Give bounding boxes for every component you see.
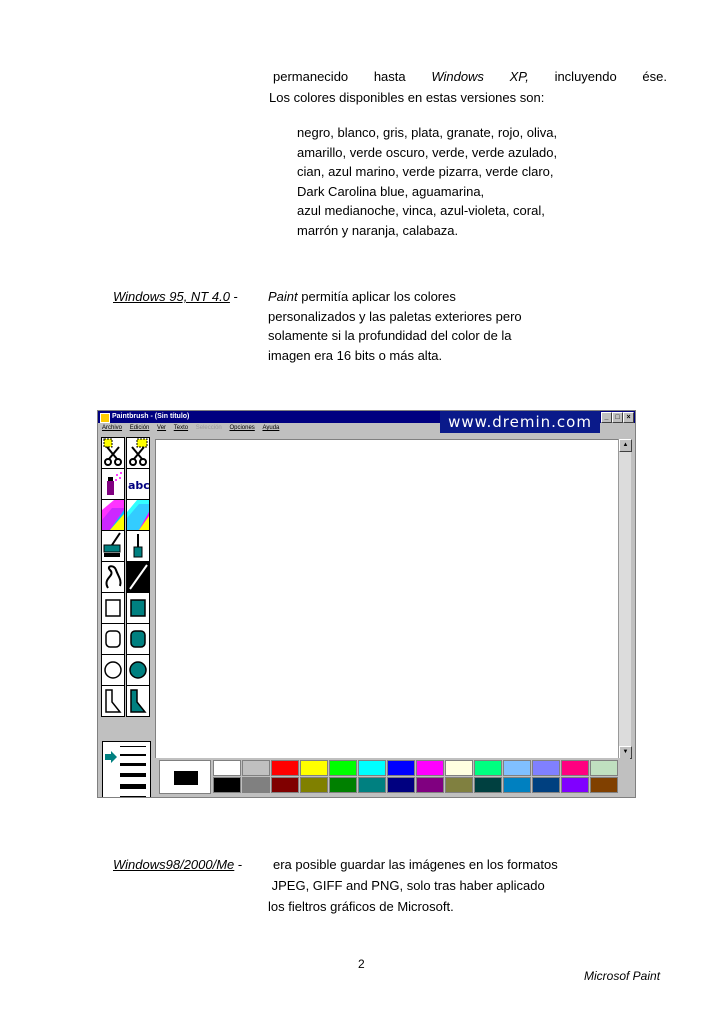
ellipse-icon[interactable]	[101, 654, 125, 686]
word: ése.	[642, 69, 667, 84]
color-swatch[interactable]	[213, 760, 241, 776]
app-icon	[100, 413, 110, 423]
brush-icon[interactable]	[126, 530, 150, 562]
minimize-button[interactable]: _	[601, 412, 612, 423]
color-swatch[interactable]	[445, 777, 473, 793]
word-xp: XP,	[509, 69, 529, 84]
section-line: JPEG, GIFF and PNG, solo tras haber aplicado	[268, 878, 545, 893]
line-width-6[interactable]	[120, 796, 146, 798]
line-width-2[interactable]	[120, 754, 146, 756]
color-swatch[interactable]	[474, 760, 502, 776]
section-body-win95	[268, 287, 522, 365]
section-label-win95	[113, 287, 238, 306]
color-swatch[interactable]	[387, 777, 415, 793]
line-icon[interactable]	[126, 561, 150, 593]
color-swatch[interactable]	[416, 777, 444, 793]
word: permanecido	[273, 69, 349, 84]
color-swatch[interactable]	[590, 777, 618, 793]
color-swatch[interactable]	[503, 777, 531, 793]
text-tool-icon[interactable]	[126, 468, 150, 500]
color-swatch[interactable]	[561, 777, 589, 793]
filled-ellipse-icon[interactable]	[126, 654, 150, 686]
section-line: Paint permitía aplicar los colores	[268, 289, 456, 304]
color-swatch[interactable]	[503, 760, 531, 776]
color-swatch[interactable]	[271, 760, 299, 776]
watermark-logo: www.dremin.com	[440, 411, 600, 433]
color-swatch[interactable]	[358, 760, 386, 776]
line-width-5[interactable]	[120, 784, 146, 789]
section-body-win98	[268, 855, 558, 918]
section-line: personalizados y las paletas exteriores pero	[268, 308, 522, 324]
color-swatch[interactable]	[532, 760, 560, 776]
menu-opciones[interactable]: Opciones	[229, 425, 255, 431]
svg-text:abc: abc	[128, 479, 149, 492]
section-label-text: Windows98/2000/Me	[113, 857, 235, 872]
color-list-line: negro, blanco, gris, plata, granate, rojo, oliva,	[297, 125, 558, 140]
color-swatch[interactable]	[358, 777, 386, 793]
color-swatch[interactable]	[416, 760, 444, 776]
color-palette	[155, 758, 630, 796]
menu-edicion[interactable]: Edición	[129, 425, 150, 431]
drawing-canvas[interactable]	[155, 439, 619, 759]
color-swatch[interactable]	[300, 777, 328, 793]
paint-roller-icon[interactable]	[101, 530, 125, 562]
section-line: solamente si la profundidad del color de la	[268, 328, 512, 343]
rectangle-icon[interactable]	[101, 592, 125, 624]
color-swatch[interactable]	[561, 760, 589, 776]
menu-texto[interactable]: Texto	[173, 425, 189, 431]
line-width-3[interactable]	[120, 763, 146, 766]
filled-polygon-icon[interactable]	[126, 685, 150, 717]
separator: -	[229, 289, 238, 304]
color-list-line: amarillo, verde oscuro, verde, verde azulado,	[297, 144, 558, 160]
color-list-line: marrón y naranja, calabaza.	[297, 222, 459, 238]
colors-intro-line: Los colores disponibles en estas versiones son:	[269, 90, 545, 105]
color-swatch[interactable]	[329, 760, 357, 776]
current-colors-preview	[159, 760, 211, 794]
color-list-line: azul medianoche, vinca, azul-violeta, coral,	[297, 203, 545, 218]
menu-ayuda[interactable]: Ayuda	[262, 425, 280, 431]
color-swatch[interactable]	[445, 760, 473, 776]
color-swatch[interactable]	[387, 760, 415, 776]
vertical-scrollbar[interactable]	[618, 439, 631, 759]
word: incluyendo	[554, 69, 617, 84]
line-width-selector[interactable]	[102, 741, 151, 798]
curve-icon[interactable]	[101, 561, 125, 593]
foreground-color	[174, 771, 198, 785]
eraser-icon[interactable]	[126, 499, 150, 531]
line-width-1[interactable]	[120, 746, 146, 747]
filled-rounded-rectangle-icon[interactable]	[126, 623, 150, 655]
section-line: imagen era 16 bits o más alta.	[268, 347, 443, 363]
arrow-right-icon	[104, 750, 118, 764]
color-swatch[interactable]	[590, 760, 618, 776]
maximize-button[interactable]: □	[612, 412, 623, 423]
color-swatch[interactable]	[242, 777, 270, 793]
page-number: 2	[358, 957, 365, 971]
rounded-rectangle-icon[interactable]	[101, 623, 125, 655]
color-eraser-icon[interactable]	[101, 499, 125, 531]
menu-archivo[interactable]: Archivo	[102, 425, 123, 431]
window-title: Paintbrush - (Sin título)	[112, 413, 190, 420]
section-label-win98	[113, 855, 242, 874]
paint-word: Paint	[268, 289, 298, 304]
paragraph-line-justified	[273, 67, 667, 86]
footer-title: Microsof Paint	[584, 969, 661, 983]
word: hasta	[373, 69, 406, 84]
close-button[interactable]: ×	[623, 412, 634, 423]
word-windows: Windows	[431, 69, 484, 84]
section-label-text: Windows 95, NT 4.0	[113, 289, 230, 304]
filled-rectangle-icon[interactable]	[126, 592, 150, 624]
color-swatch[interactable]	[532, 777, 560, 793]
section-line: los fieltros gráficos de Microsoft.	[268, 899, 454, 914]
toolbox	[100, 435, 153, 789]
scissors-rect-icon[interactable]	[126, 437, 150, 469]
color-swatch[interactable]	[213, 777, 241, 793]
color-swatch[interactable]	[242, 760, 270, 776]
section-line: era posible guardar las imágenes en los formatos	[273, 857, 558, 872]
color-list-line: cian, azul marino, verde pizarra, verde claro,	[297, 164, 554, 179]
color-swatch[interactable]	[271, 777, 299, 793]
color-list-line: Dark Carolina blue, aguamarina,	[297, 183, 485, 199]
color-swatch[interactable]	[474, 777, 502, 793]
color-swatch[interactable]	[329, 777, 357, 793]
menu-ver[interactable]: Ver	[157, 425, 167, 431]
line-width-4[interactable]	[120, 773, 146, 777]
polygon-icon[interactable]	[101, 685, 125, 717]
paintbrush-screenshot	[97, 410, 636, 798]
airbrush-icon[interactable]	[101, 468, 125, 500]
menu-seleccion[interactable]: Selección	[195, 425, 222, 431]
separator: -	[234, 857, 243, 872]
scroll-down-arrow-icon[interactable]: ▼	[619, 746, 632, 759]
scroll-up-arrow-icon[interactable]: ▲	[619, 439, 632, 452]
scissors-free-icon[interactable]	[101, 437, 125, 469]
color-list	[297, 123, 557, 240]
color-swatch[interactable]	[300, 760, 328, 776]
